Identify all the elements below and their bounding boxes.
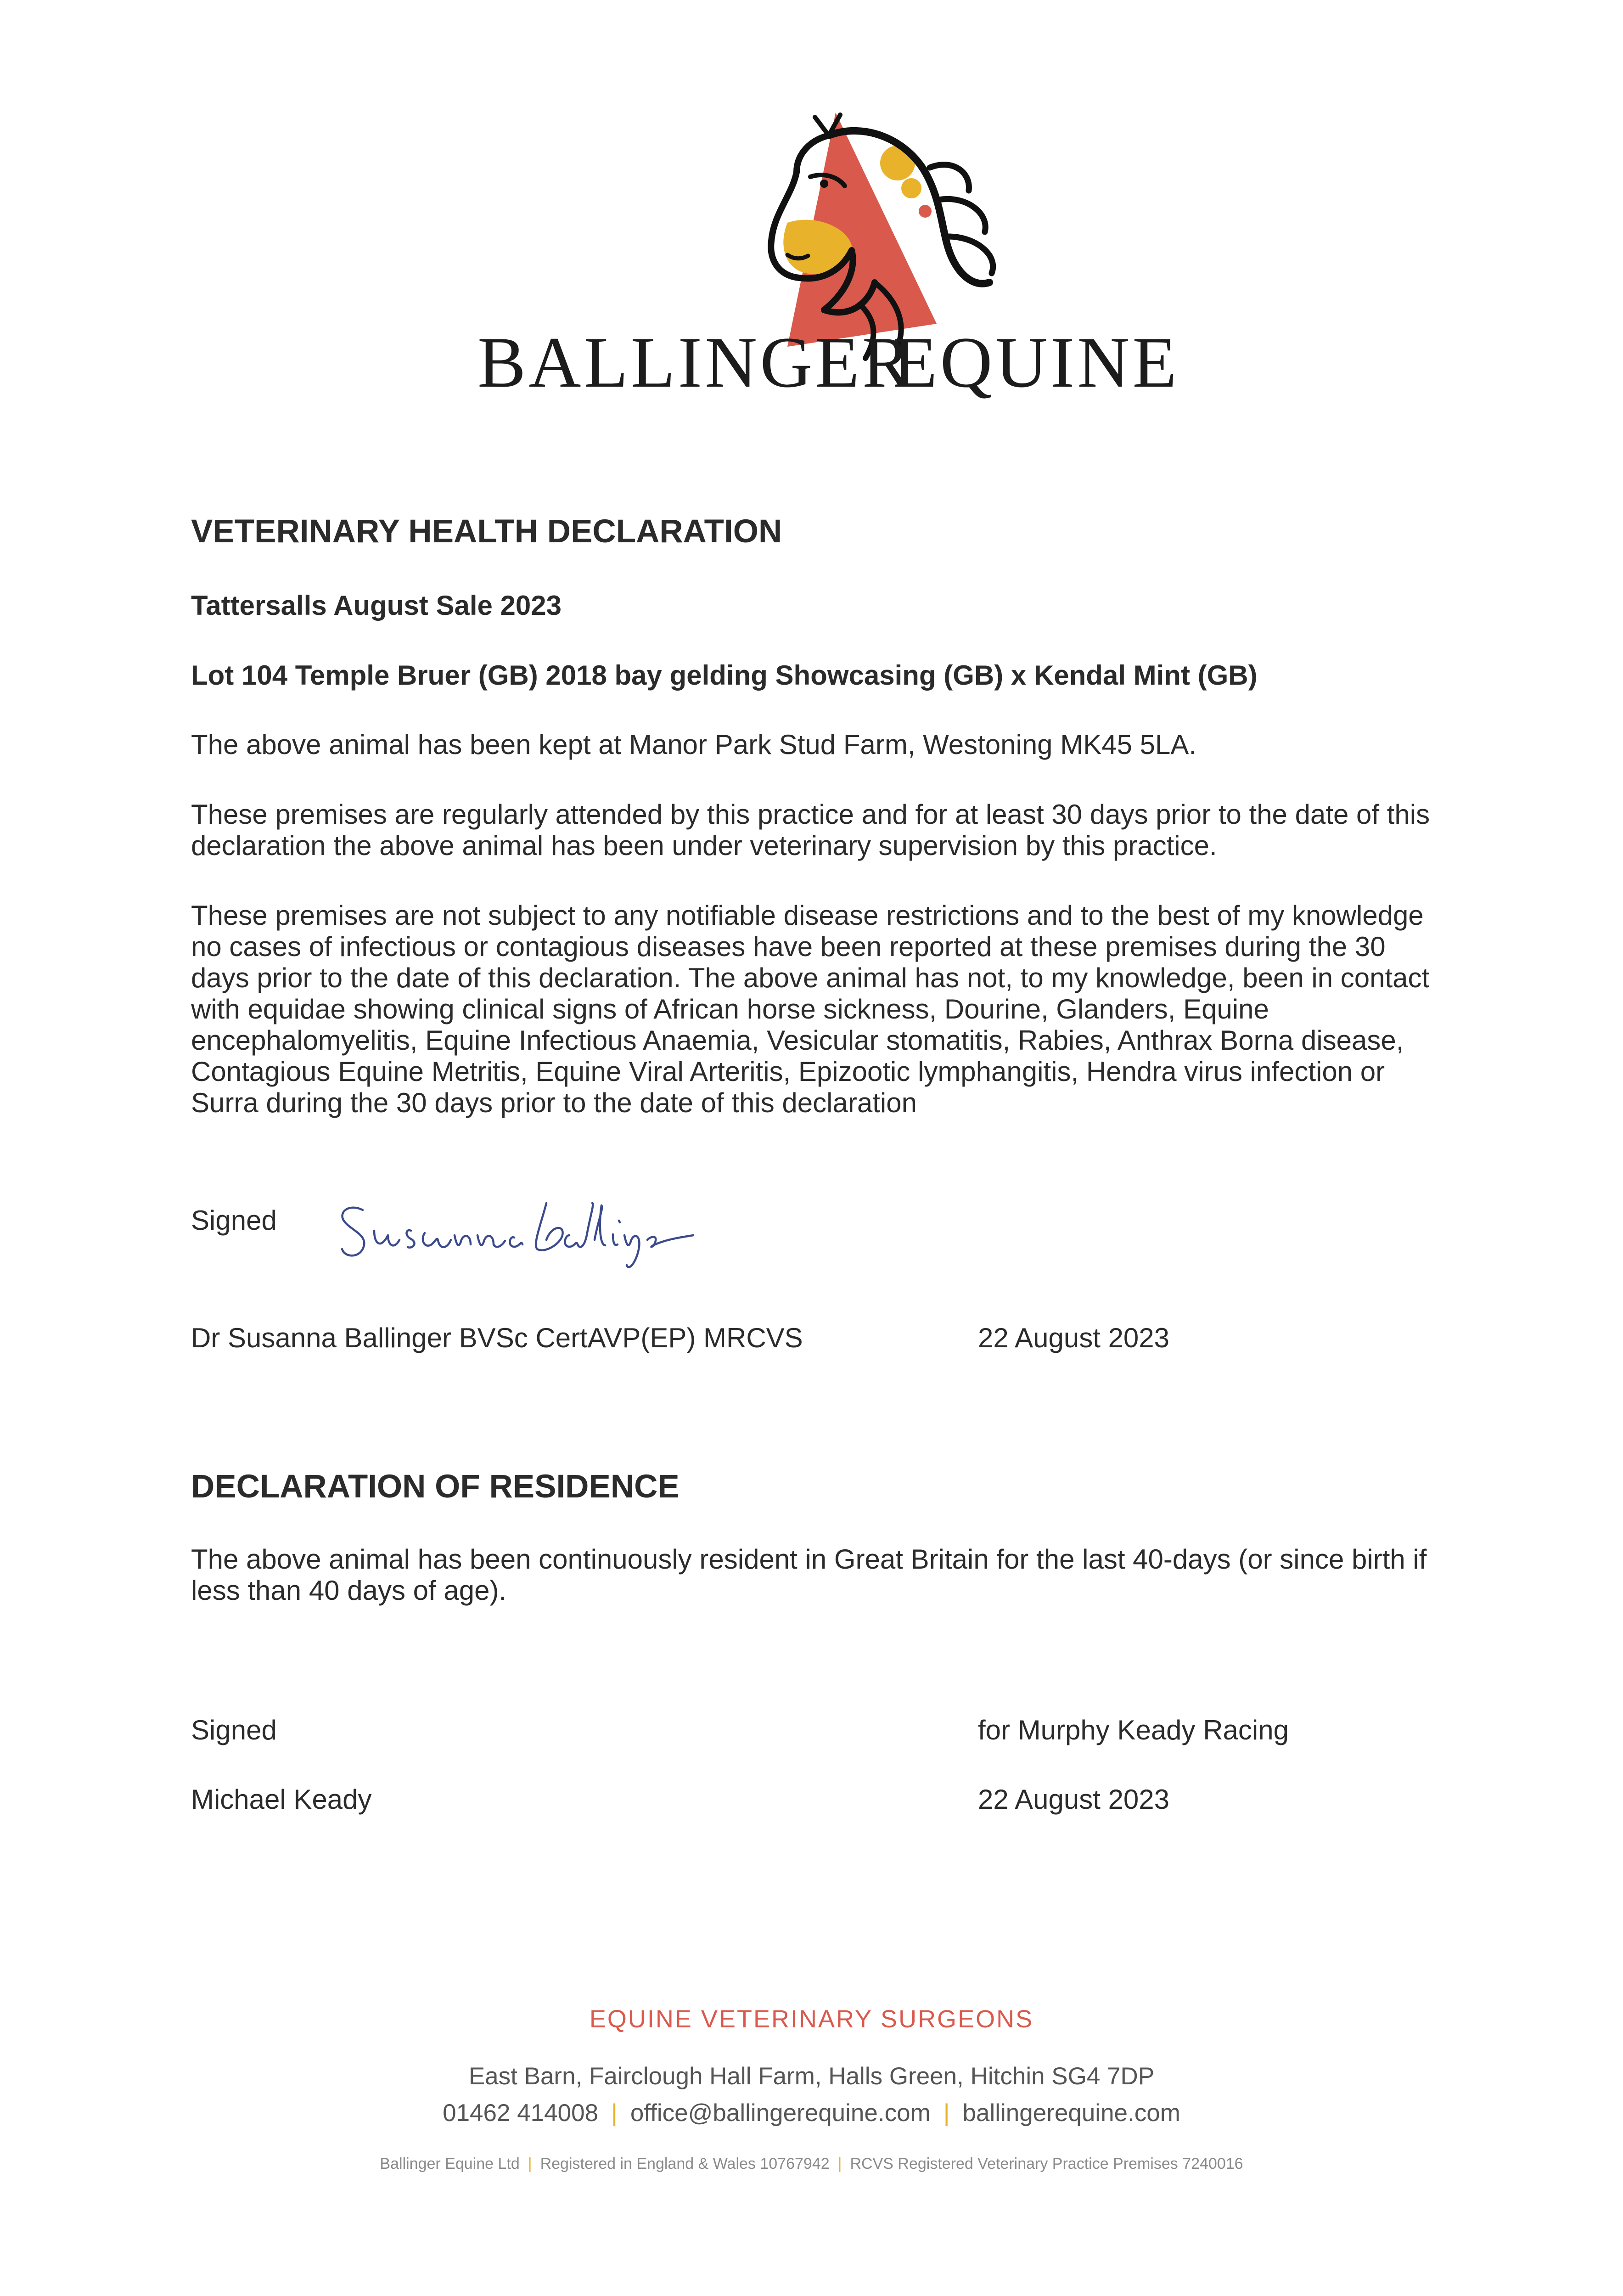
residence-date: 22 August 2023 xyxy=(978,1784,1170,1815)
residence-for-label: for Murphy Keady Racing xyxy=(978,1715,1289,1745)
footer-separator: | xyxy=(528,2155,532,2172)
residence-paragraph: The above animal has been continuously resident in Great Britain for the last 40-days (or since birth if less than 40 days of age). xyxy=(191,1544,1427,1606)
footer-company: Ballinger Equine Ltd xyxy=(380,2155,520,2172)
footer-rcvs: RCVS Registered Veterinary Practice Premises 7240016 xyxy=(850,2155,1243,2172)
vet-signatory-name: Dr Susanna Ballinger BVSc CertAVP(EP) MRCVS xyxy=(191,1322,803,1353)
footer-phone: 01462 414008 xyxy=(443,2099,599,2127)
footer-separator: | xyxy=(611,2099,618,2127)
footer-separator: | xyxy=(943,2099,950,2127)
health-declaration-title: VETERINARY HEALTH DECLARATION xyxy=(191,513,782,550)
lot-description: Lot 104 Temple Bruer (GB) 2018 bay gelding Showcasing (GB) x Kendal Mint (GB) xyxy=(191,660,1258,691)
signature-image xyxy=(331,1166,712,1277)
health-declaration-date: 22 August 2023 xyxy=(978,1322,1170,1353)
footer-separator: | xyxy=(837,2155,842,2172)
footer-email-link[interactable]: office@ballingerequine.com xyxy=(630,2099,931,2127)
residence-signatory-name: Michael Keady xyxy=(191,1784,372,1815)
supervision-paragraph: These premises are regularly attended by this practice and for at least 30 days prior to the date of this declaration the above animal has been under veterinary supervision by this practice. xyxy=(191,799,1430,861)
residence-signed-label: Signed xyxy=(191,1715,277,1745)
signed-label: Signed xyxy=(191,1205,277,1236)
sale-name: Tattersalls August Sale 2023 xyxy=(191,590,562,621)
footer-contact xyxy=(0,2099,1623,2128)
premises-paragraph: The above animal has been kept at Manor Park Stud Farm, Westoning MK45 5LA. xyxy=(191,729,1197,760)
footer-title: EQUINE VETERINARY SURGEONS xyxy=(589,2005,1034,2033)
logo-wordmark-ballinger: BALLINGER xyxy=(477,322,914,403)
logo-wordmark-equine: EQUINE xyxy=(893,322,1179,403)
disease-paragraph: These premises are not subject to any notifiable disease restrictions and to the best of my knowledge no cases of infectious or contagious diseases have been reported at these premises during the 30 days prior to the date of this declaration. The above animal has not, to my knowledge, been in contact with equidae showing clinical signs of African horse sickness, Dourine, Glanders, Equine encephalomyelitis, Equine Infectious Anaemia, Vesicular stomatitis, Rabies, Anthrax Borna disease, Contagious Equine Metritis, Equine Viral Arteritis, Epizootic lymphangitis, Hendra virus infection or Surra during the 30 days prior to the date of this declaration xyxy=(191,900,1430,1118)
footer-registration: Registered in England & Wales 10767942 xyxy=(540,2155,830,2172)
footer-website-link[interactable]: ballingerequine.com xyxy=(962,2099,1180,2127)
residence-declaration-title: DECLARATION OF RESIDENCE xyxy=(191,1469,680,1505)
footer-address: East Barn, Fairclough Hall Farm, Halls Green, Hitchin SG4 7DP xyxy=(468,2063,1155,2090)
footer-legal xyxy=(0,2154,1623,2174)
